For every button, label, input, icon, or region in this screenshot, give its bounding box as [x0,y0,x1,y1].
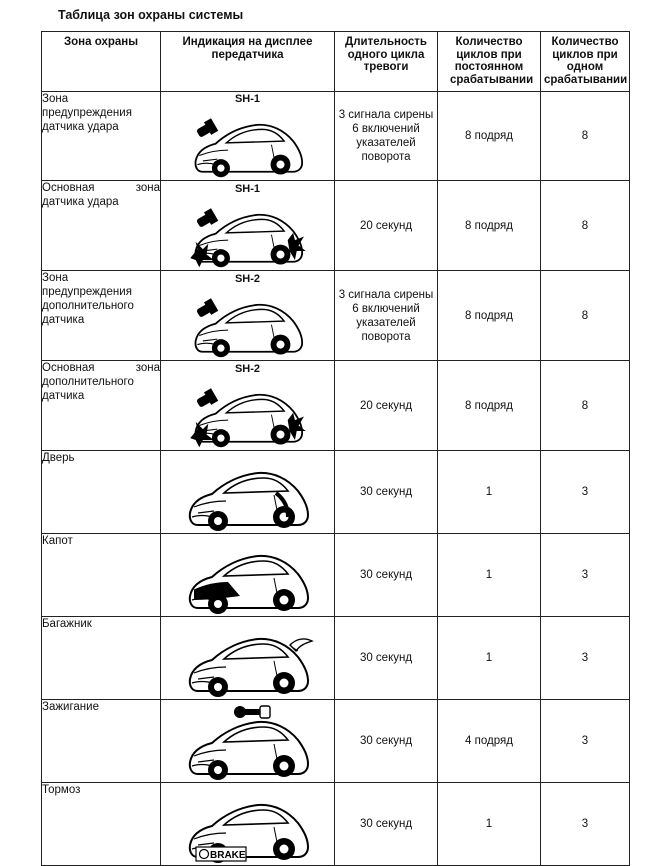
sensor-code: SH-2 [234,272,261,285]
cycles-constant: 8 подряд [438,92,541,181]
alarm-duration: 30 секунд [335,617,438,700]
display-indication [161,617,335,700]
cycles-single: 3 [541,700,630,783]
car-shock-warning-icon [180,285,316,359]
zone-name: Багажник [42,617,161,700]
cycles-constant: 1 [438,451,541,534]
car-door-icon [180,451,316,533]
zone-name: Капот [42,534,161,617]
cycles-constant: 4 подряд [438,700,541,783]
header-indication: Индикация на дисплее передатчика [161,32,335,92]
car-shock-main-icon [180,195,316,269]
cycles-single: 3 [541,534,630,617]
table-row [42,534,630,617]
cycles-single: 8 [541,361,630,451]
table-row [42,92,630,181]
header-duration: Длительность одного цикла тревоги [335,32,438,92]
zone-name: Зона предупреждения датчика удара [42,92,161,181]
alarm-duration: 3 сигнала сирены 6 включений указателей поворота [335,271,438,361]
display-indication [161,271,335,361]
sensor-code: SH-1 [234,182,261,195]
display-indication [161,700,335,783]
display-indication [161,92,335,181]
table-row [42,271,630,361]
header-cycles-single: Количество циклов при одном срабатывании [541,32,630,92]
zone-name: Основная зона дополнительного датчика [42,361,161,451]
alarm-duration: 30 секунд [335,451,438,534]
cycles-single: 8 [541,271,630,361]
table-row [42,617,630,700]
display-indication [161,534,335,617]
security-zones-table [41,31,630,866]
zone-name: Дверь [42,451,161,534]
car-brake-icon [180,783,316,865]
cycles-single: 8 [541,92,630,181]
table-row [42,700,630,783]
car-ignition-icon [180,700,316,782]
cycles-constant: 1 [438,534,541,617]
cycles-constant: 8 подряд [438,181,541,271]
header-cycles-constant: Количество циклов при постоянном срабатывании [438,32,541,92]
car-shock-warning-icon [180,105,316,179]
table-header-row [42,32,630,92]
car-hood-icon [180,534,316,616]
table-row [42,451,630,534]
table-row [42,181,630,271]
display-indication [161,783,335,866]
alarm-duration: 30 секунд [335,783,438,866]
display-indication [161,361,335,451]
sensor-code: SH-1 [234,93,261,105]
sensor-code: SH-2 [234,362,261,375]
car-trunk-icon [180,617,316,699]
display-indication [161,451,335,534]
cycles-single: 3 [541,451,630,534]
zone-name: Тормоз [42,783,161,866]
cycles-single: 3 [541,617,630,700]
zone-name: Зажигание [42,700,161,783]
alarm-duration: 20 секунд [335,361,438,451]
zone-name: Основная зона датчика удара [42,181,161,271]
car-shock-main-icon [180,375,316,449]
alarm-duration: 30 секунд [335,534,438,617]
header-zone: Зона охраны [42,32,161,92]
cycles-single: 8 [541,181,630,271]
cycles-constant: 8 подряд [438,361,541,451]
alarm-duration: 20 секунд [335,181,438,271]
display-indication [161,181,335,271]
table-row [42,783,630,866]
cycles-constant: 8 подряд [438,271,541,361]
alarm-duration: 3 сигнала сирены 6 включений указателей поворота [335,92,438,181]
brake-label: BRAKE [209,850,246,861]
cycles-constant: 1 [438,617,541,700]
page-title: Таблица зон охраны системы [58,8,244,22]
alarm-duration: 30 секунд [335,700,438,783]
cycles-constant: 1 [438,783,541,866]
table-row [42,361,630,451]
zone-name: Зона предупреждения дополнительного датчика [42,271,161,361]
cycles-single: 3 [541,783,630,866]
